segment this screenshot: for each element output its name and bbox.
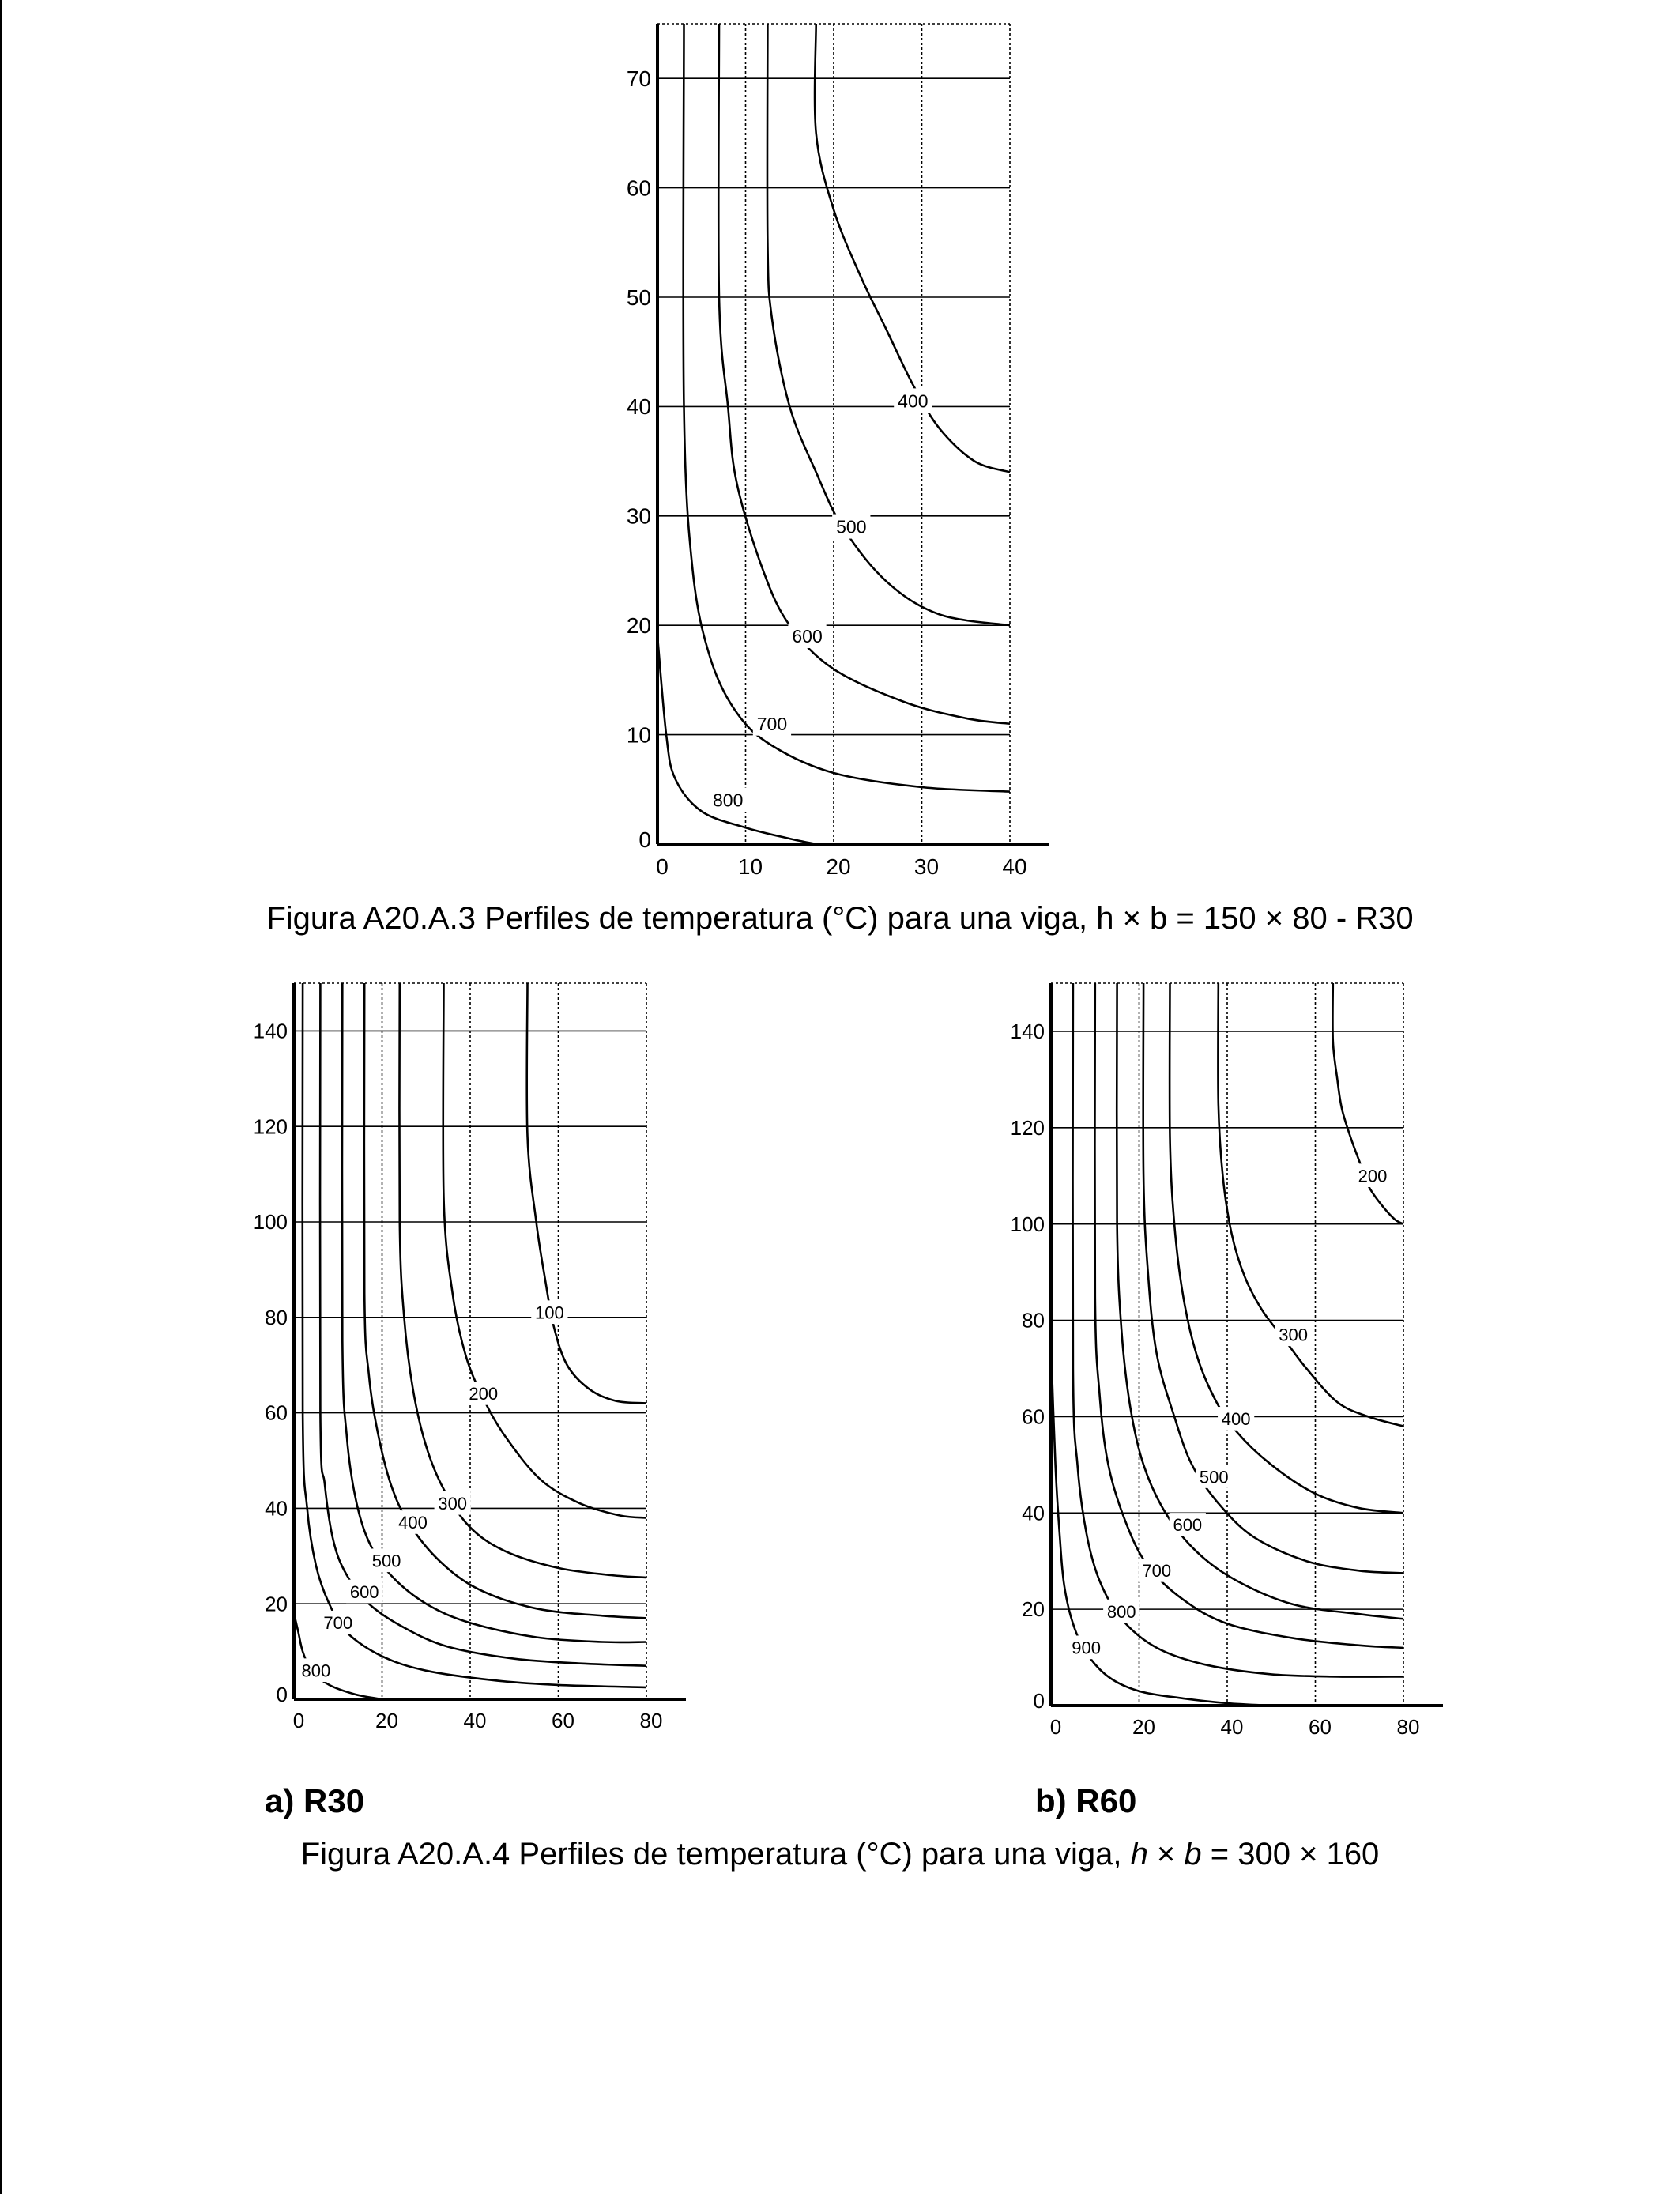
fig4b-y-tick-120: 120 [1010, 1115, 1045, 1140]
fig3-y-tick-20: 20 [626, 613, 651, 638]
fig3-isotherm-label-800: 800 [713, 790, 744, 811]
fig3-x-tick-0: 0 [656, 854, 669, 879]
fig4b-isotherm-700 [1094, 983, 1403, 1648]
fig4b-x-tick-40: 40 [1220, 1715, 1244, 1739]
fig4a-y-tick-20: 20 [265, 1592, 288, 1616]
fig4a-isotherm-label-400: 400 [398, 1513, 428, 1533]
fig4a-x-tick-20: 20 [375, 1709, 398, 1732]
fig4b-y-tick-40: 40 [1022, 1501, 1045, 1525]
fig4a-y-tick-40: 40 [265, 1496, 288, 1521]
fig4a-y-tick-60: 60 [265, 1400, 288, 1425]
caption-suffix: = 300 × 160 [1201, 1837, 1380, 1872]
fig3-y-tick-70: 70 [626, 66, 651, 91]
figure-4b-label: b) R60 [1035, 1782, 1137, 1819]
caption-times: × [1147, 1837, 1185, 1872]
fig3-isotherm-label-700: 700 [756, 713, 788, 734]
fig4b-y-tick-80: 80 [1022, 1308, 1045, 1333]
fig4b-isotherm-600 [1117, 983, 1403, 1619]
fig4b-x-tick-0: 0 [1049, 1715, 1062, 1739]
fig3-x-tick-10: 10 [737, 854, 763, 879]
figure-3-caption: Figura A20.A.3 Perfiles de temperatura (°C) para una viga, h × b = 150 × 80 - R30 [266, 901, 1414, 936]
fig4a-isotherm-label-100: 100 [534, 1302, 564, 1323]
fig4a-x-tick-40: 40 [463, 1709, 487, 1732]
fig4a-x-tick-60: 60 [552, 1709, 574, 1732]
caption-h: h [1130, 1837, 1148, 1872]
fig4a-y-tick-120: 120 [253, 1114, 288, 1139]
fig4b-isotherm-label-300: 300 [1279, 1325, 1308, 1345]
fig3-isotherm-label-500: 500 [836, 516, 867, 537]
fig3-y-tick-40: 40 [626, 394, 651, 420]
fig3-y-tick-30: 30 [626, 503, 651, 529]
fig4a-isotherm-label-200: 200 [469, 1384, 499, 1404]
fig4b-x-tick-80: 80 [1396, 1715, 1420, 1739]
fig4a-isotherm-label-600: 600 [349, 1581, 379, 1602]
fig4b-isotherm-200 [1332, 983, 1403, 1224]
fig3-x-tick-30: 30 [913, 854, 940, 879]
fig3-isotherm-label-600: 600 [792, 626, 823, 647]
fig4a-x-tick-0: 0 [292, 1709, 305, 1732]
fig4b-isotherm-400 [1170, 983, 1403, 1513]
fig3-y-tick-10: 10 [626, 722, 651, 748]
fig4b-y-tick-0: 0 [1033, 1689, 1045, 1713]
fig4b-y-tick-100: 100 [1010, 1212, 1045, 1236]
fig3-y-tick-0: 0 [638, 827, 651, 852]
fig4b-isotherm-label-400: 400 [1221, 1409, 1251, 1430]
fig4a-isotherm-label-300: 300 [438, 1494, 468, 1514]
figure-4-caption [0, 1835, 1680, 1873]
fig4a-y-tick-80: 80 [265, 1305, 288, 1329]
fig3-x-tick-40: 40 [1002, 854, 1027, 879]
fig4a-y-tick-0: 0 [276, 1683, 288, 1707]
caption-b: b [1184, 1837, 1202, 1872]
fig4b-x-tick-20: 20 [1132, 1715, 1155, 1739]
fig4a-isotherm-label-500: 500 [371, 1551, 401, 1571]
caption-prefix: Figura A20.A.4 Perfiles de temperatura (°C) para una viga, [300, 1837, 1131, 1872]
fig4a-y-tick-100: 100 [253, 1210, 288, 1235]
fig4b-x-tick-60: 60 [1309, 1715, 1332, 1739]
fig4b-y-tick-60: 60 [1022, 1404, 1045, 1429]
fig4b-isotherm-label-500: 500 [1199, 1467, 1229, 1487]
fig4b-isotherm-label-200: 200 [1358, 1166, 1388, 1186]
fig3-isotherm-label-400: 400 [898, 390, 929, 412]
figure-4a-label: a) R30 [265, 1782, 365, 1819]
fig4b-isotherm-500 [1143, 983, 1403, 1573]
fig4a-x-tick-80: 80 [639, 1709, 663, 1732]
fig4a-isotherm-label-800: 800 [301, 1661, 331, 1681]
fig4b-y-tick-140: 140 [1010, 1020, 1045, 1044]
fig3-x-tick-20: 20 [826, 854, 851, 879]
fig3-y-tick-60: 60 [626, 175, 651, 201]
fig4b-isotherm-label-900: 900 [1072, 1638, 1101, 1658]
fig4b-isotherm-label-800: 800 [1106, 1601, 1136, 1622]
fig3-y-tick-50: 50 [626, 285, 651, 310]
fig4a-isotherm-label-700: 700 [323, 1613, 353, 1634]
fig4b-isotherm-label-600: 600 [1173, 1515, 1203, 1536]
fig4b-isotherm-300 [1218, 983, 1403, 1430]
fig4b-isotherm-label-700: 700 [1142, 1561, 1172, 1581]
fig4b-y-tick-20: 20 [1022, 1597, 1045, 1622]
fig4a-y-tick-140: 140 [253, 1019, 288, 1043]
